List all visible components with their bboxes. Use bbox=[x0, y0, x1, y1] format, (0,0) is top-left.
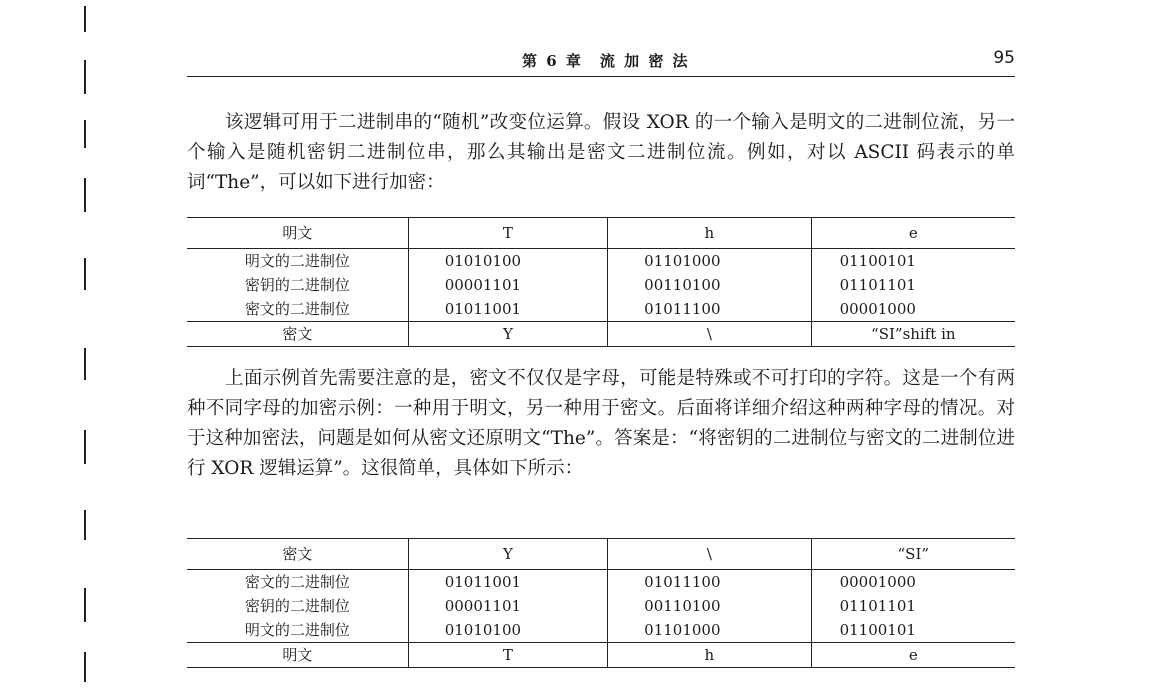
plain-char-cell: T bbox=[408, 643, 607, 668]
bit-cell: 01100101 bbox=[811, 249, 1015, 274]
bit-cell: 00001101 bbox=[408, 273, 607, 297]
binding-mark bbox=[84, 120, 86, 148]
bit-cell: 01101000 bbox=[608, 249, 811, 274]
table-header-cell: e bbox=[811, 218, 1015, 249]
bit-cell: 01011100 bbox=[608, 297, 811, 322]
table-row bbox=[187, 594, 1015, 618]
bit-cell: 01101101 bbox=[811, 594, 1015, 618]
bit-cell: 00110100 bbox=[608, 594, 811, 618]
table-header-cell: 密文 bbox=[187, 539, 408, 570]
bit-cell: 00110100 bbox=[608, 273, 811, 297]
row-label: 密文的二进制位 bbox=[244, 573, 350, 591]
bit-cell: 00001000 bbox=[811, 570, 1015, 595]
binding-mark bbox=[84, 430, 86, 464]
table-row bbox=[187, 249, 1015, 274]
cipher-char-cell: “SI”shift in bbox=[811, 322, 1015, 347]
table-row bbox=[187, 297, 1015, 322]
table-header-cell: Y bbox=[408, 539, 607, 570]
row-label: 密钥的二进制位 bbox=[244, 597, 350, 615]
decryption-table bbox=[187, 538, 1015, 668]
table-header-cell: 明文 bbox=[187, 218, 408, 249]
row-label: 明文 bbox=[187, 643, 408, 668]
bit-cell: 01101101 bbox=[811, 273, 1015, 297]
table-header-row bbox=[187, 218, 1015, 249]
bit-cell: 01010100 bbox=[408, 618, 607, 643]
table-header-row bbox=[187, 539, 1015, 570]
table-header-cell: \ bbox=[608, 539, 811, 570]
binding-mark bbox=[84, 258, 86, 290]
row-label: 明文的二进制位 bbox=[244, 252, 350, 270]
bit-cell: 01011100 bbox=[608, 570, 811, 595]
running-header bbox=[187, 48, 1015, 72]
binding-mark bbox=[84, 510, 86, 540]
bit-cell: 01011001 bbox=[408, 297, 607, 322]
bit-cell: 01010100 bbox=[408, 249, 607, 274]
cipher-char-cell: Y bbox=[408, 322, 607, 347]
paragraph-explanation: 上面示例首先需要注意的是，密文不仅仅是字母，可能是特殊或不可打印的字符。这是一个有两种不同字母的加密示例：一种用于明文，另一种用于密文。后面将详细介绍这种两种字母的情况。对于这种加密法，问题是如何从密文还原明文“The”。答案是：“将密钥的二进制位与密文的二进制位进行 XOR 逻辑运算”。这很简单，具体如下所示： bbox=[187, 368, 1015, 479]
bit-cell: 01101000 bbox=[608, 618, 811, 643]
row-label: 密文 bbox=[187, 322, 408, 347]
bit-cell: 00001101 bbox=[408, 594, 607, 618]
table-row bbox=[187, 618, 1015, 643]
binding-mark bbox=[84, 348, 86, 380]
header-rule bbox=[187, 76, 1015, 77]
table-row bbox=[187, 273, 1015, 297]
bit-cell: 01011001 bbox=[408, 570, 607, 595]
book-page bbox=[187, 0, 1015, 693]
bit-cell: 00001000 bbox=[811, 297, 1015, 322]
table-header-cell: “SI” bbox=[811, 539, 1015, 570]
chapter-title: 第 6 章 流 加 密 法 bbox=[522, 52, 690, 70]
table-footer-row bbox=[187, 643, 1015, 668]
binding-mark bbox=[84, 178, 86, 212]
table-header-cell: h bbox=[608, 218, 811, 249]
table-row bbox=[187, 570, 1015, 595]
row-label: 明文的二进制位 bbox=[244, 621, 350, 639]
plain-char-cell: h bbox=[608, 643, 811, 668]
page-number: 95 bbox=[993, 48, 1015, 68]
binding-mark bbox=[84, 588, 86, 622]
row-label: 密文的二进制位 bbox=[244, 300, 350, 318]
encryption-table bbox=[187, 217, 1015, 347]
table-header-cell: T bbox=[408, 218, 607, 249]
bit-cell: 01100101 bbox=[811, 618, 1015, 643]
binding-mark bbox=[84, 652, 86, 682]
plain-char-cell: e bbox=[811, 643, 1015, 668]
row-label: 密钥的二进制位 bbox=[244, 276, 350, 294]
paragraph-intro: 该逻辑可用于二进制串的“随机”改变位运算。假设 XOR 的一个输入是明文的二进制位流，另一个输入是随机密钥二进制位串，那么其输出是密文二进制位流。例如，对以 ASCII 码表示的单词“The”，可以如下进行加密： bbox=[187, 112, 1015, 193]
binding-mark bbox=[84, 60, 86, 94]
cipher-char-cell: \ bbox=[608, 322, 811, 347]
binding-mark bbox=[84, 6, 86, 32]
table-footer-row bbox=[187, 322, 1015, 347]
